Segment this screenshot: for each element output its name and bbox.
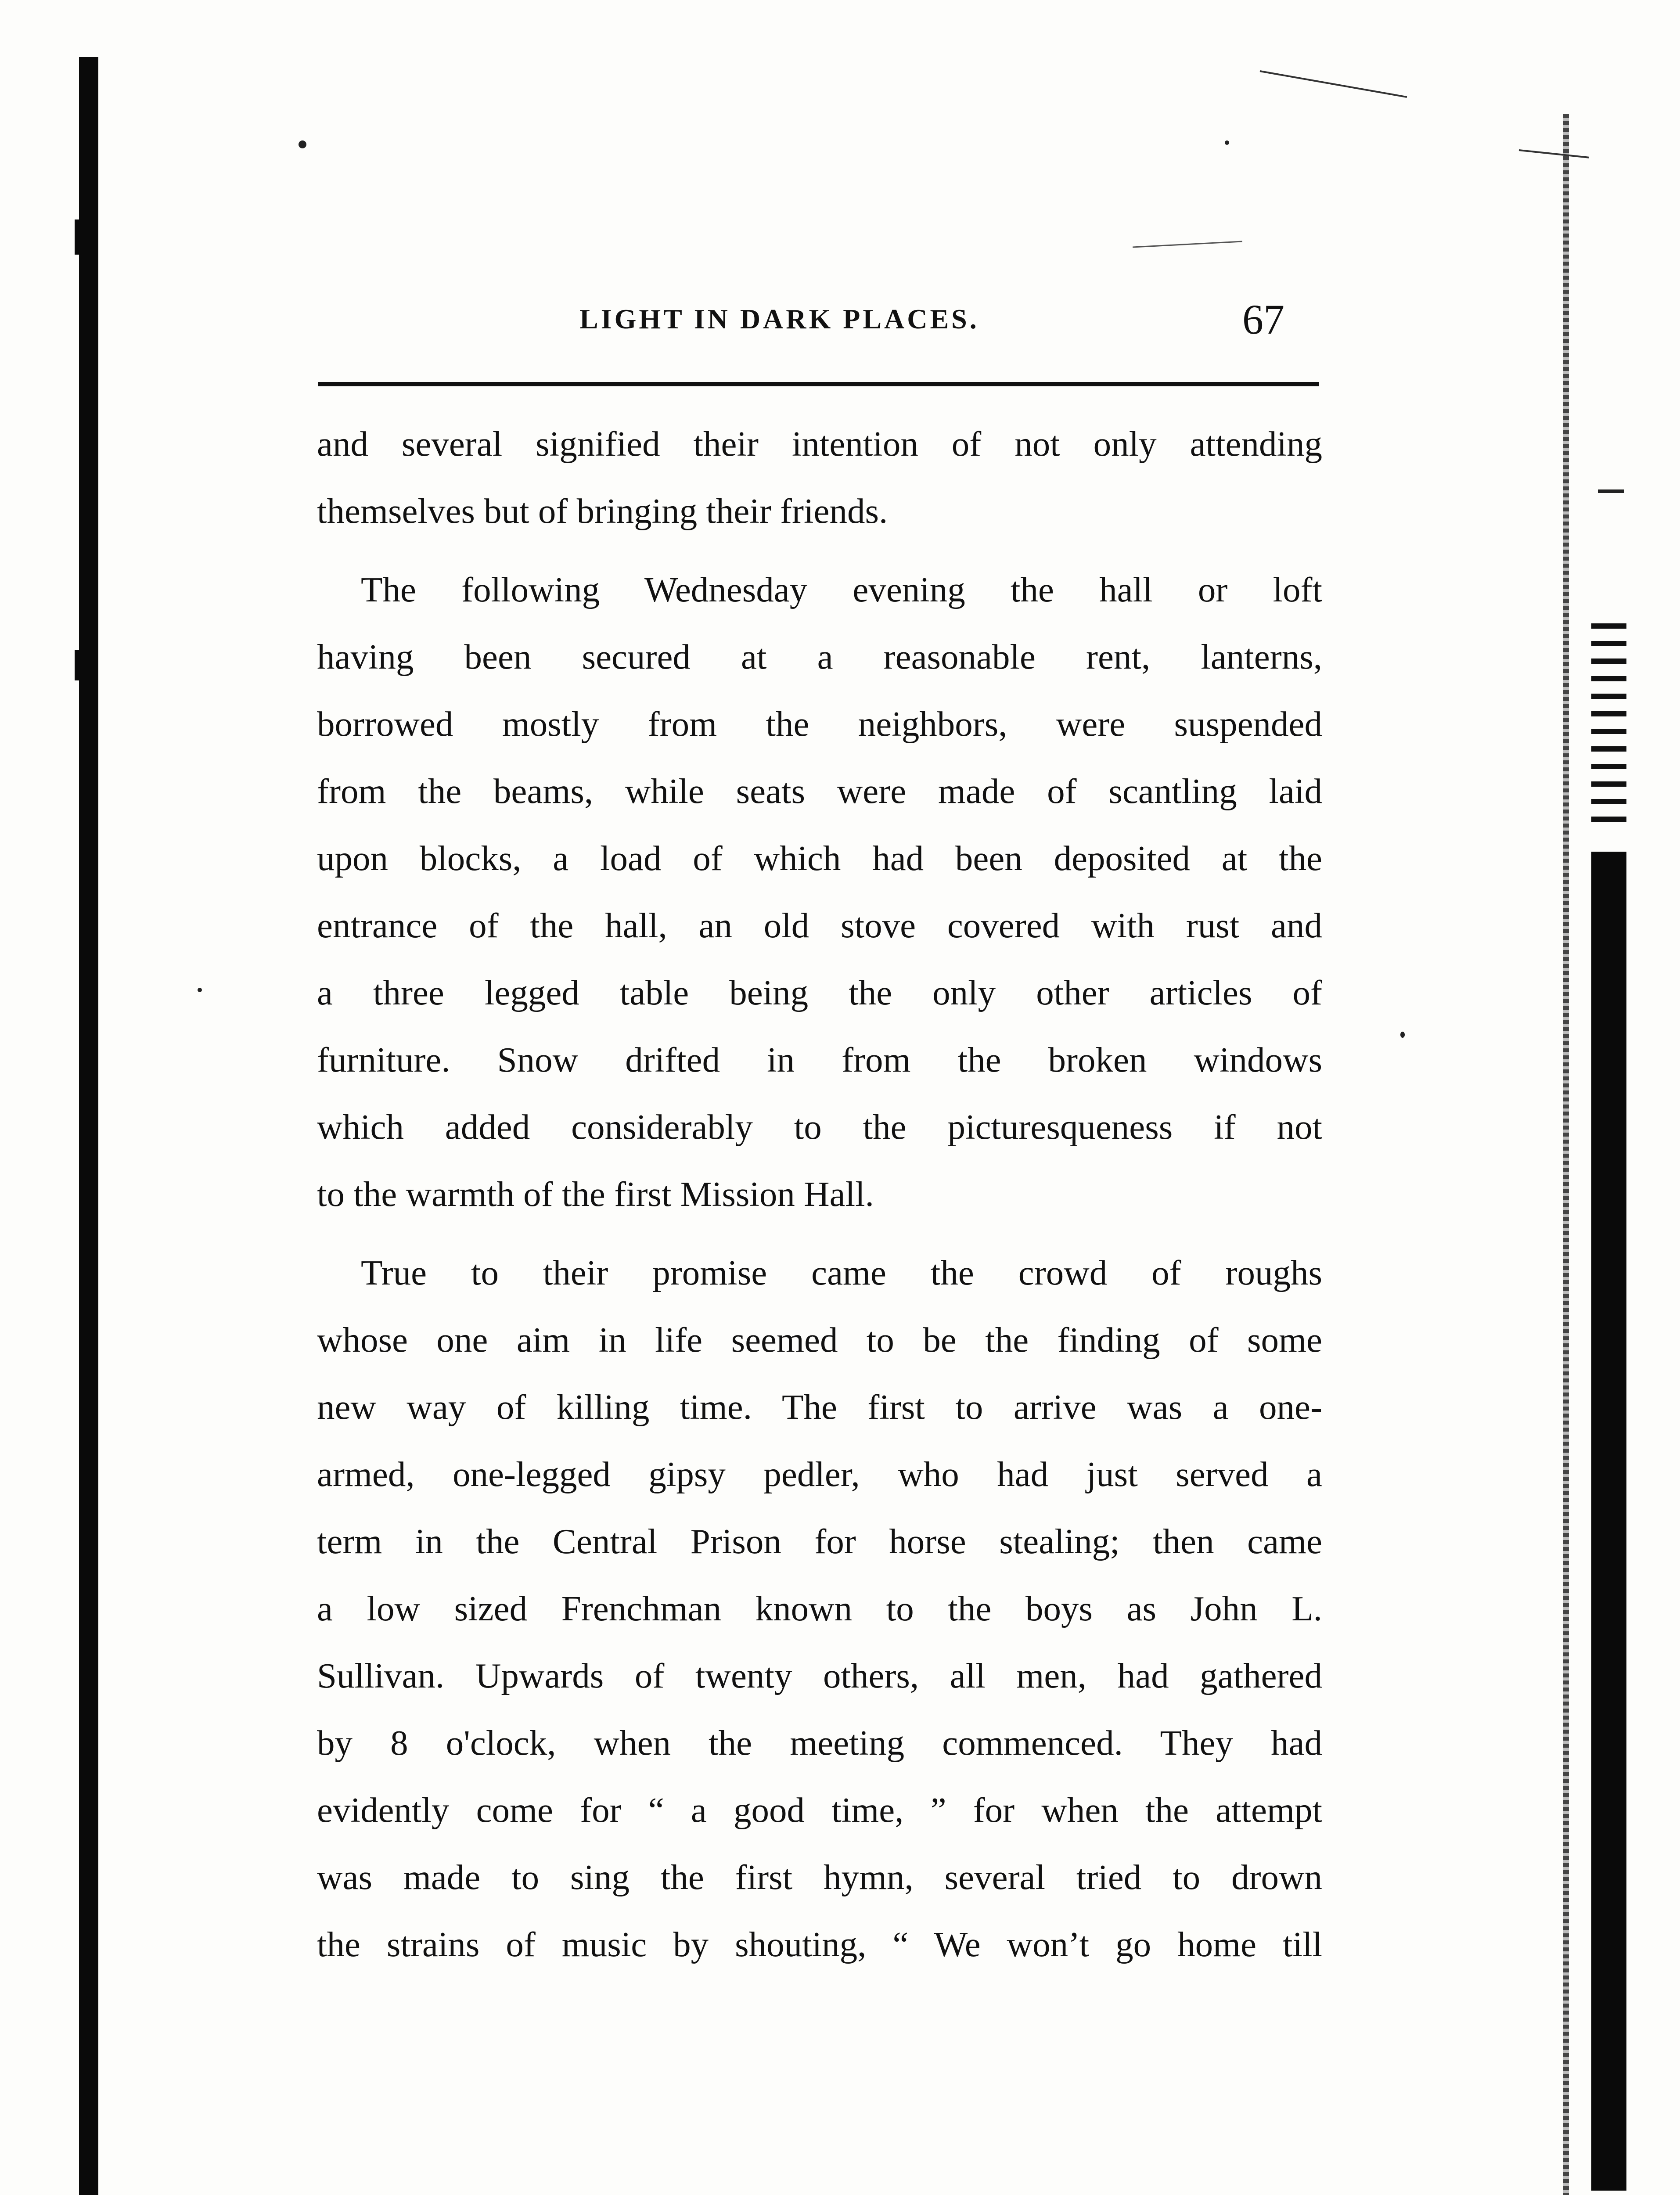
scan-scratch <box>1133 241 1242 248</box>
text-line: whose one aim in life seemed to be the finding of some <box>317 1320 1322 1360</box>
text-line: the strains of music by shouting, “ We won’t go home till <box>317 1925 1322 1964</box>
text-line: having been secured at a reasonable rent, lanterns, <box>317 637 1322 676</box>
text-line: The following Wednesday evening the hall or loft <box>361 570 1322 609</box>
text-line: new way of killing time. The first to arrive was a one- <box>317 1387 1322 1427</box>
text-line: evidently come for “ a good time, ” for when the attempt <box>317 1790 1322 1830</box>
text-line: which added considerably to the picturesqueness if not <box>317 1107 1322 1147</box>
text-line: to the warmth of the first Mission Hall. <box>317 1174 874 1214</box>
text-line: furniture. Snow drifted in from the broken windows <box>317 1040 1322 1080</box>
scan-speck <box>1400 1032 1405 1038</box>
text-line: Sullivan. Upwards of twenty others, all men, had gathered <box>317 1656 1322 1695</box>
text-line: armed, one-legged gipsy pedler, who had just served a <box>317 1454 1322 1494</box>
adjacent-page-tick <box>1598 489 1624 493</box>
paragraph <box>317 410 1322 545</box>
scan-speck <box>299 140 306 148</box>
text-line: entrance of the hall, an old stove covered with rust and <box>317 906 1322 945</box>
binding-notch <box>75 650 83 680</box>
text-line: upon blocks, a load of which had been deposited at the <box>317 838 1322 878</box>
scan-scratch <box>1260 70 1407 98</box>
text-line: and several signified their intention of not only attending <box>317 424 1322 464</box>
text-line: a three legged table being the only other articles of <box>317 973 1322 1012</box>
paragraph <box>317 556 1322 1228</box>
binding-notch <box>75 220 83 255</box>
scan-speck <box>198 988 202 992</box>
text-line: True to their promise came the crowd of roughs <box>361 1253 1322 1292</box>
header-rule <box>318 382 1319 386</box>
scan-speck <box>1225 140 1229 145</box>
adjacent-page-edge <box>1563 114 1569 2195</box>
running-title: LIGHT IN DARK PLACES. <box>579 303 979 335</box>
binding-shadow <box>79 57 98 2195</box>
page-number: 67 <box>1242 296 1284 343</box>
text-line: term in the Central Prison for horse stealing; then came <box>317 1522 1322 1561</box>
text-line: borrowed mostly from the neighbors, were suspended <box>317 704 1322 744</box>
adjacent-page-shadow <box>1591 852 1626 2191</box>
text-line: from the beams, while seats were made of scantling laid <box>317 771 1322 811</box>
paragraph <box>317 1239 1322 1978</box>
body-text <box>317 410 1322 1978</box>
scan-scratch <box>1519 149 1589 158</box>
adjacent-page-ticks <box>1591 623 1626 830</box>
text-line: was made to sing the first hymn, several tried to drown <box>317 1857 1322 1897</box>
text-line: themselves but of bringing their friends. <box>317 491 888 531</box>
text-line: a low sized Frenchman known to the boys as John L. <box>317 1589 1322 1628</box>
text-line: by 8 o'clock, when the meeting commenced. They had <box>317 1723 1322 1763</box>
